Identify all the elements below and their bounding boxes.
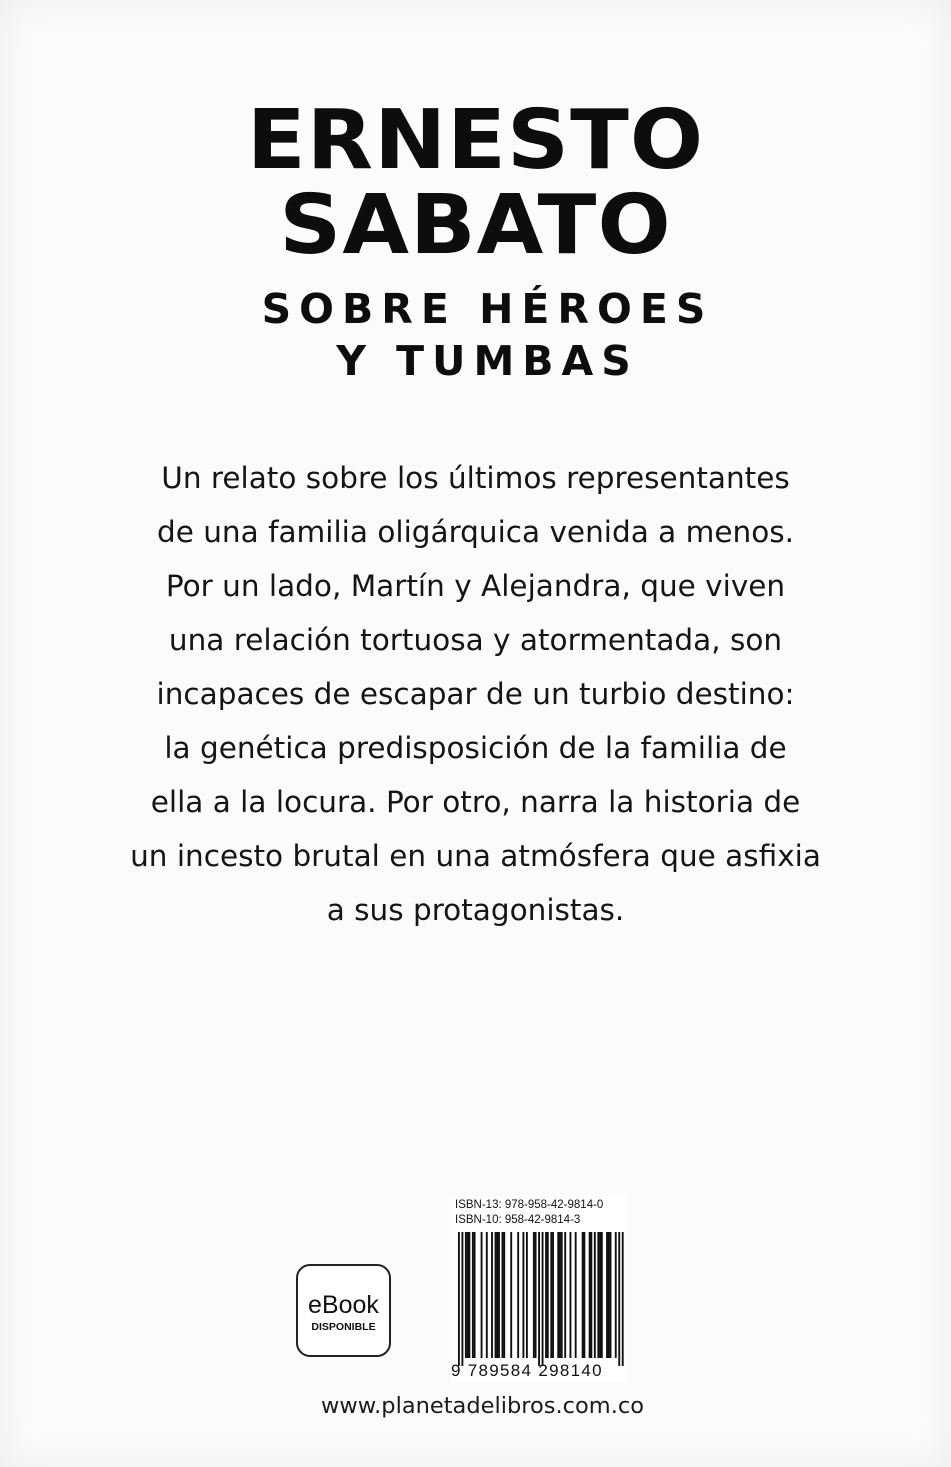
isbn13-text: ISBN-13: 978-958-42-9814-0 — [455, 1199, 604, 1211]
barcode-bar — [559, 1232, 561, 1358]
barcode-bar — [564, 1232, 566, 1358]
author-name-line2: SABATO — [279, 178, 672, 273]
barcode-bar — [496, 1232, 498, 1358]
barcode-block — [451, 1196, 627, 1382]
barcode-bar — [575, 1232, 577, 1358]
barcode-bar — [583, 1232, 585, 1358]
synopsis-line: incapaces de escapar de un turbio destino: — [156, 677, 795, 711]
ebook-label: eBook — [308, 1291, 379, 1319]
publisher-website: www.planetadelibros.com.co — [321, 1393, 644, 1419]
synopsis-line: de una familia oligárquica venida a menos. — [156, 515, 794, 549]
barcode-bar — [533, 1232, 535, 1358]
barcode-bar — [465, 1232, 467, 1358]
synopsis-line: la genética predisposición de la familia de — [164, 731, 787, 765]
ebook-available-badge — [296, 1264, 391, 1357]
synopsis-line: un incesto brutal en una atmósfera que asfixia — [130, 839, 821, 873]
barcode-bar — [542, 1232, 544, 1366]
barcode-bar — [550, 1232, 552, 1358]
barcode-bar — [472, 1232, 474, 1358]
barcode-bar — [522, 1232, 524, 1358]
barcode-bar — [458, 1232, 460, 1366]
synopsis-line: Por un lado, Martín y Alejandra, que viven — [165, 569, 786, 603]
barcode-bar — [510, 1232, 512, 1358]
barcode-bar — [618, 1232, 620, 1366]
book-title-line1: SOBRE HÉROES — [261, 285, 714, 333]
barcode-bar — [589, 1232, 591, 1358]
barcode-bar — [622, 1232, 624, 1366]
barcode-bar — [594, 1232, 596, 1358]
barcode-bar — [606, 1232, 608, 1358]
barcode-bar — [597, 1232, 599, 1358]
synopsis-line: Un relato sobre los últimos representantes — [161, 461, 790, 495]
barcode-bar — [561, 1232, 563, 1358]
barcode-bar — [557, 1232, 559, 1358]
barcode-bar — [538, 1232, 540, 1366]
barcode-bar — [481, 1232, 483, 1358]
barcode-bar — [570, 1232, 572, 1358]
barcode-bar — [552, 1232, 554, 1358]
synopsis-line: a sus protagonistas. — [326, 893, 625, 927]
barcode-bar — [526, 1232, 528, 1358]
barcode-bar — [615, 1232, 617, 1358]
barcode-bar — [608, 1232, 610, 1358]
barcode-bar — [582, 1232, 584, 1358]
barcode-bar — [503, 1232, 505, 1358]
barcode-bar — [590, 1232, 592, 1358]
barcode-bar — [517, 1232, 519, 1358]
barcode-bar — [610, 1232, 612, 1358]
barcode-bar — [535, 1232, 537, 1358]
barcode-bar — [547, 1232, 549, 1358]
barcode-bar — [474, 1232, 476, 1358]
synopsis — [0, 451, 951, 937]
barcode-bar — [502, 1232, 504, 1358]
barcode-digits: 9 789584 298140 — [451, 1361, 603, 1380]
isbn10-text: ISBN-10: 958-42-9814-3 — [455, 1214, 581, 1226]
synopsis-line: ella a la locura. Por otro, narra la historia de — [150, 785, 801, 819]
barcode-bar — [467, 1232, 469, 1358]
barcode-bar — [461, 1232, 463, 1366]
synopsis-line: una relación tortuosa y atormentada, son — [168, 623, 783, 657]
book-title-line2: Y TUMBAS — [336, 337, 639, 385]
author-name-line1: ERNESTO — [246, 93, 705, 188]
barcode-bar — [599, 1232, 601, 1358]
barcode-bar — [468, 1232, 470, 1358]
barcode-bar — [498, 1232, 500, 1358]
barcode-bar — [491, 1232, 493, 1358]
barcode-bar — [601, 1232, 603, 1358]
ebook-sublabel: DISPONIBLE — [311, 1321, 376, 1333]
barcode-bar — [486, 1232, 488, 1358]
barcode-bar — [545, 1232, 547, 1358]
barcode-bar — [495, 1232, 497, 1358]
barcode-bars — [451, 1232, 627, 1366]
